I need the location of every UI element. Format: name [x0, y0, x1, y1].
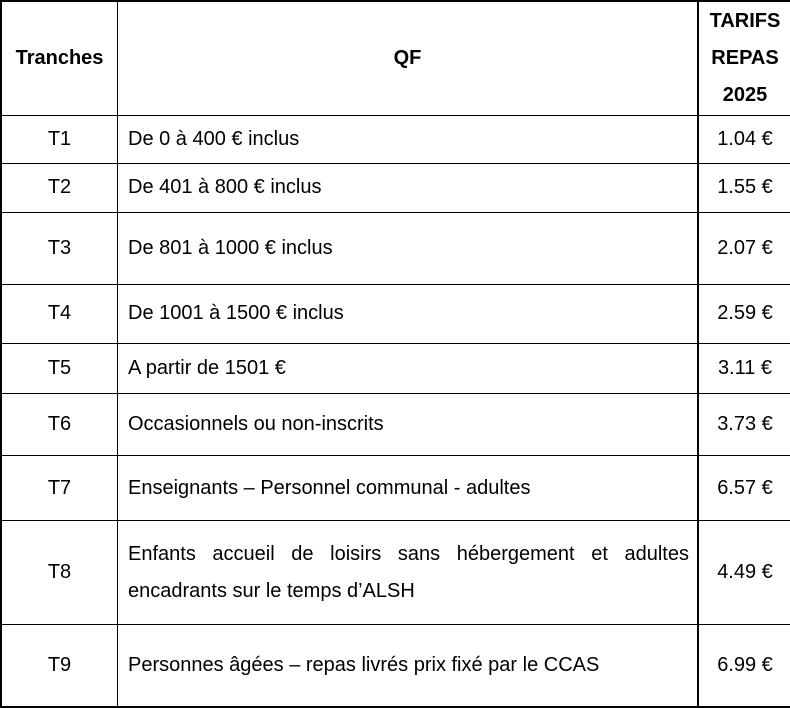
table-row — [1, 115, 790, 163]
tarif-cell: 6.99 € — [698, 625, 790, 707]
tarif-cell: 3.73 € — [698, 393, 790, 455]
qf-cell: Occasionnels ou non-inscrits — [118, 393, 699, 455]
table-row — [1, 456, 790, 521]
tranche-cell: T7 — [1, 456, 118, 521]
header-tarifs-line1: TARIFS — [709, 9, 781, 32]
header-tarifs-line3: 2025 — [722, 83, 768, 106]
header-tranches: Tranches — [1, 1, 118, 115]
tranche-cell: T1 — [1, 115, 118, 163]
qf-cell: Enseignants – Personnel communal - adultes — [118, 456, 699, 521]
qf-cell: Enfants accueil de loisirs sans hébergement et adultes encadrants sur le temps d’ALSH — [118, 521, 699, 625]
tarif-cell: 3.11 € — [698, 343, 790, 393]
header-qf: QF — [118, 1, 699, 115]
tranche-cell: T4 — [1, 284, 118, 343]
table-row — [1, 521, 790, 625]
tarif-cell: 6.57 € — [698, 456, 790, 521]
tarif-cell: 1.04 € — [698, 115, 790, 163]
tarif-cell: 1.55 € — [698, 163, 790, 212]
qf-cell: De 1001 à 1500 € inclus — [118, 284, 699, 343]
qf-cell: Personnes âgées – repas livrés prix fixé par le CCAS — [118, 625, 699, 707]
tranche-cell: T3 — [1, 212, 118, 284]
tarif-cell: 2.59 € — [698, 284, 790, 343]
tarif-cell: 2.07 € — [698, 212, 790, 284]
table-row — [1, 284, 790, 343]
qf-cell: De 401 à 800 € inclus — [118, 163, 699, 212]
tranche-cell: T8 — [1, 521, 118, 625]
tranche-cell: T6 — [1, 393, 118, 455]
header-row — [1, 1, 790, 115]
tranche-cell: T9 — [1, 625, 118, 707]
qf-cell: De 0 à 400 € inclus — [118, 115, 699, 163]
tranche-cell: T2 — [1, 163, 118, 212]
table-row — [1, 212, 790, 284]
qf-cell: A partir de 1501 € — [118, 343, 699, 393]
qf-cell: De 801 à 1000 € inclus — [118, 212, 699, 284]
header-tarifs-line2: REPAS — [711, 46, 779, 69]
table-row — [1, 343, 790, 393]
tarif-cell: 4.49 € — [698, 521, 790, 625]
table-row — [1, 625, 790, 707]
table-row — [1, 393, 790, 455]
tranche-cell: T5 — [1, 343, 118, 393]
header-tarifs — [698, 1, 790, 115]
table-row — [1, 163, 790, 212]
